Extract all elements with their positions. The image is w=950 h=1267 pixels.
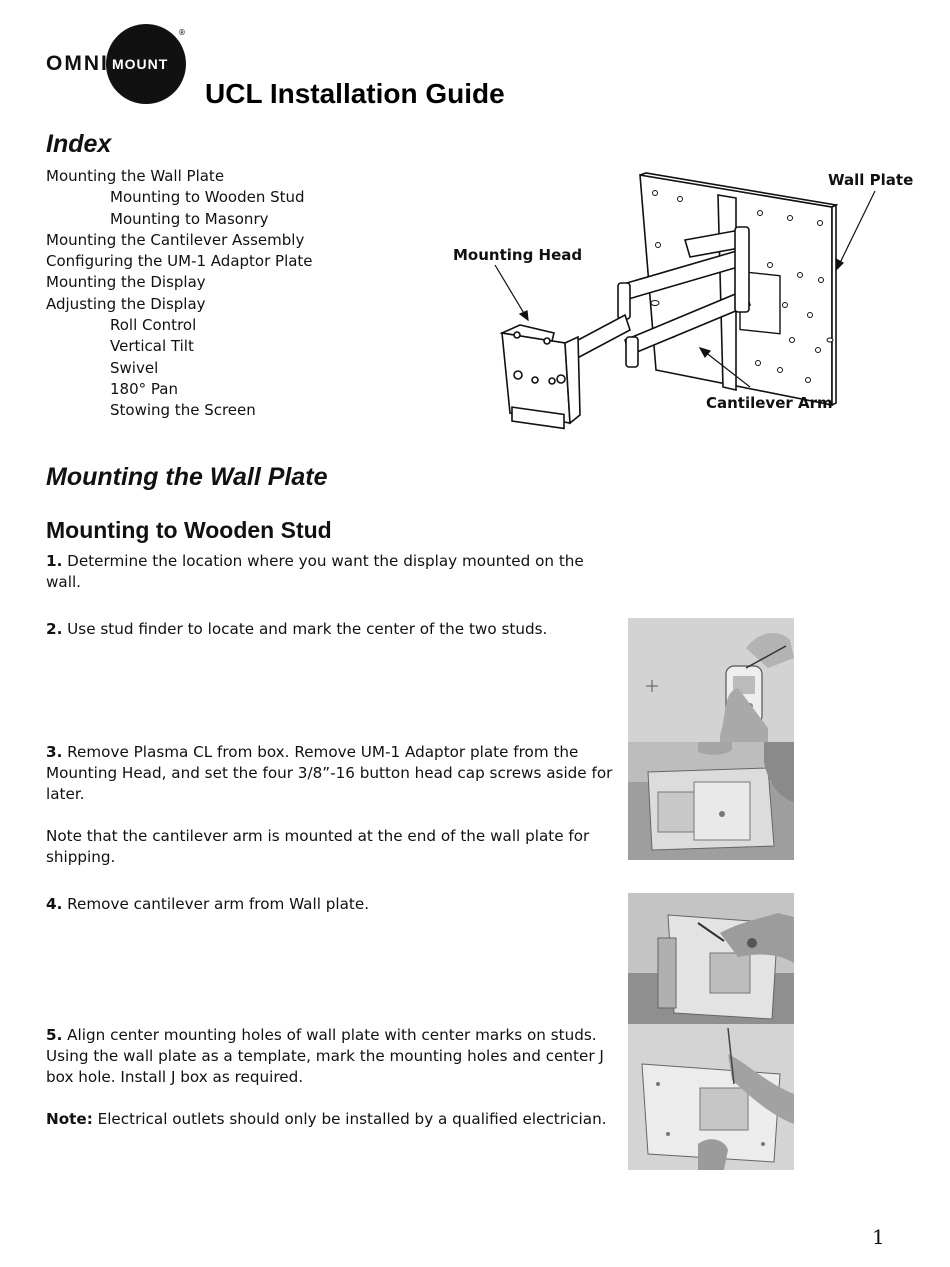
section-subheading: Mounting to Wooden Stud xyxy=(46,517,332,543)
index-item: Mounting the Wall Plate xyxy=(46,167,225,185)
index-heading: Index xyxy=(46,130,112,158)
mounting-head-drawing xyxy=(502,325,580,428)
step-2 xyxy=(46,619,616,640)
step-3 xyxy=(46,742,616,805)
index-item: Stowing the Screen xyxy=(110,401,256,420)
logo-text-omni: OMNI xyxy=(46,52,109,75)
index-item: Mounting to Masonry xyxy=(110,209,269,228)
index-list xyxy=(46,166,313,422)
shipping-note xyxy=(46,826,616,868)
step-number: 4. xyxy=(46,895,63,913)
diagram-label-cantilever-arm: Cantilever Arm xyxy=(706,394,833,412)
section-heading: Mounting the Wall Plate xyxy=(46,463,328,491)
step-text: Remove Plasma CL from box. Remove UM-1 Adaptor plate from the Mounting Head, and set the four 3/8”-16 button head cap screws aside for later. xyxy=(46,743,613,803)
step-number: 1. xyxy=(46,552,63,570)
note-text: Note that the cantilever arm is mounted at the end of the wall plate for shipping. xyxy=(46,827,590,866)
document-title: UCL Installation Guide xyxy=(205,78,505,109)
step-1 xyxy=(46,551,616,593)
note-label: Note: xyxy=(46,1110,93,1128)
electrical-note xyxy=(46,1109,616,1130)
index-item: Configuring the UM-1 Adaptor Plate xyxy=(46,252,313,271)
diagram-label-mounting-head: Mounting Head xyxy=(453,246,583,264)
step-text: Align center mounting holes of wall plate with center marks on studs. Using the wall plate as a template, mark the mounting holes and center J box hole. Install J box as required. xyxy=(46,1026,604,1086)
step-text: Use stud finder to locate and mark the center of the two studs. xyxy=(62,620,548,638)
registered-mark: ® xyxy=(178,28,186,37)
photo-align-wall-plate xyxy=(628,1024,794,1170)
step-text: Remove cantilever arm from Wall plate. xyxy=(62,895,370,913)
index-item: Vertical Tilt xyxy=(110,337,194,356)
page-number: 1 xyxy=(872,1225,885,1249)
step-number: 3. xyxy=(46,743,63,761)
diagram-label-wall-plate: Wall Plate xyxy=(828,171,914,189)
index-item: Swivel xyxy=(110,358,159,377)
photo-remove-adaptor-plate xyxy=(628,742,794,860)
step-text: Determine the location where you want the display mounted on the wall. xyxy=(46,552,584,591)
index-item: Adjusting the Display xyxy=(46,294,206,313)
index-item: 180° Pan xyxy=(110,379,178,398)
index-item: Mounting to Wooden Stud xyxy=(110,188,305,207)
photo-remove-cantilever-arm xyxy=(628,893,794,1024)
step-4 xyxy=(46,894,616,915)
index-item: Roll Control xyxy=(110,316,197,335)
index-item: Mounting the Cantilever Assembly xyxy=(46,230,305,249)
step-number: 2. xyxy=(46,620,63,638)
logo-text-mount: MOUNT xyxy=(112,56,169,72)
photo-stud-finder xyxy=(628,618,794,742)
index-item: Mounting the Display xyxy=(46,273,206,292)
step-5 xyxy=(46,1025,616,1088)
step-number: 5. xyxy=(46,1026,63,1044)
omnimount-logo xyxy=(46,22,196,106)
mount-diagram xyxy=(440,165,920,445)
note-text: Electrical outlets should only be installed by a qualified electrician. xyxy=(92,1110,607,1128)
